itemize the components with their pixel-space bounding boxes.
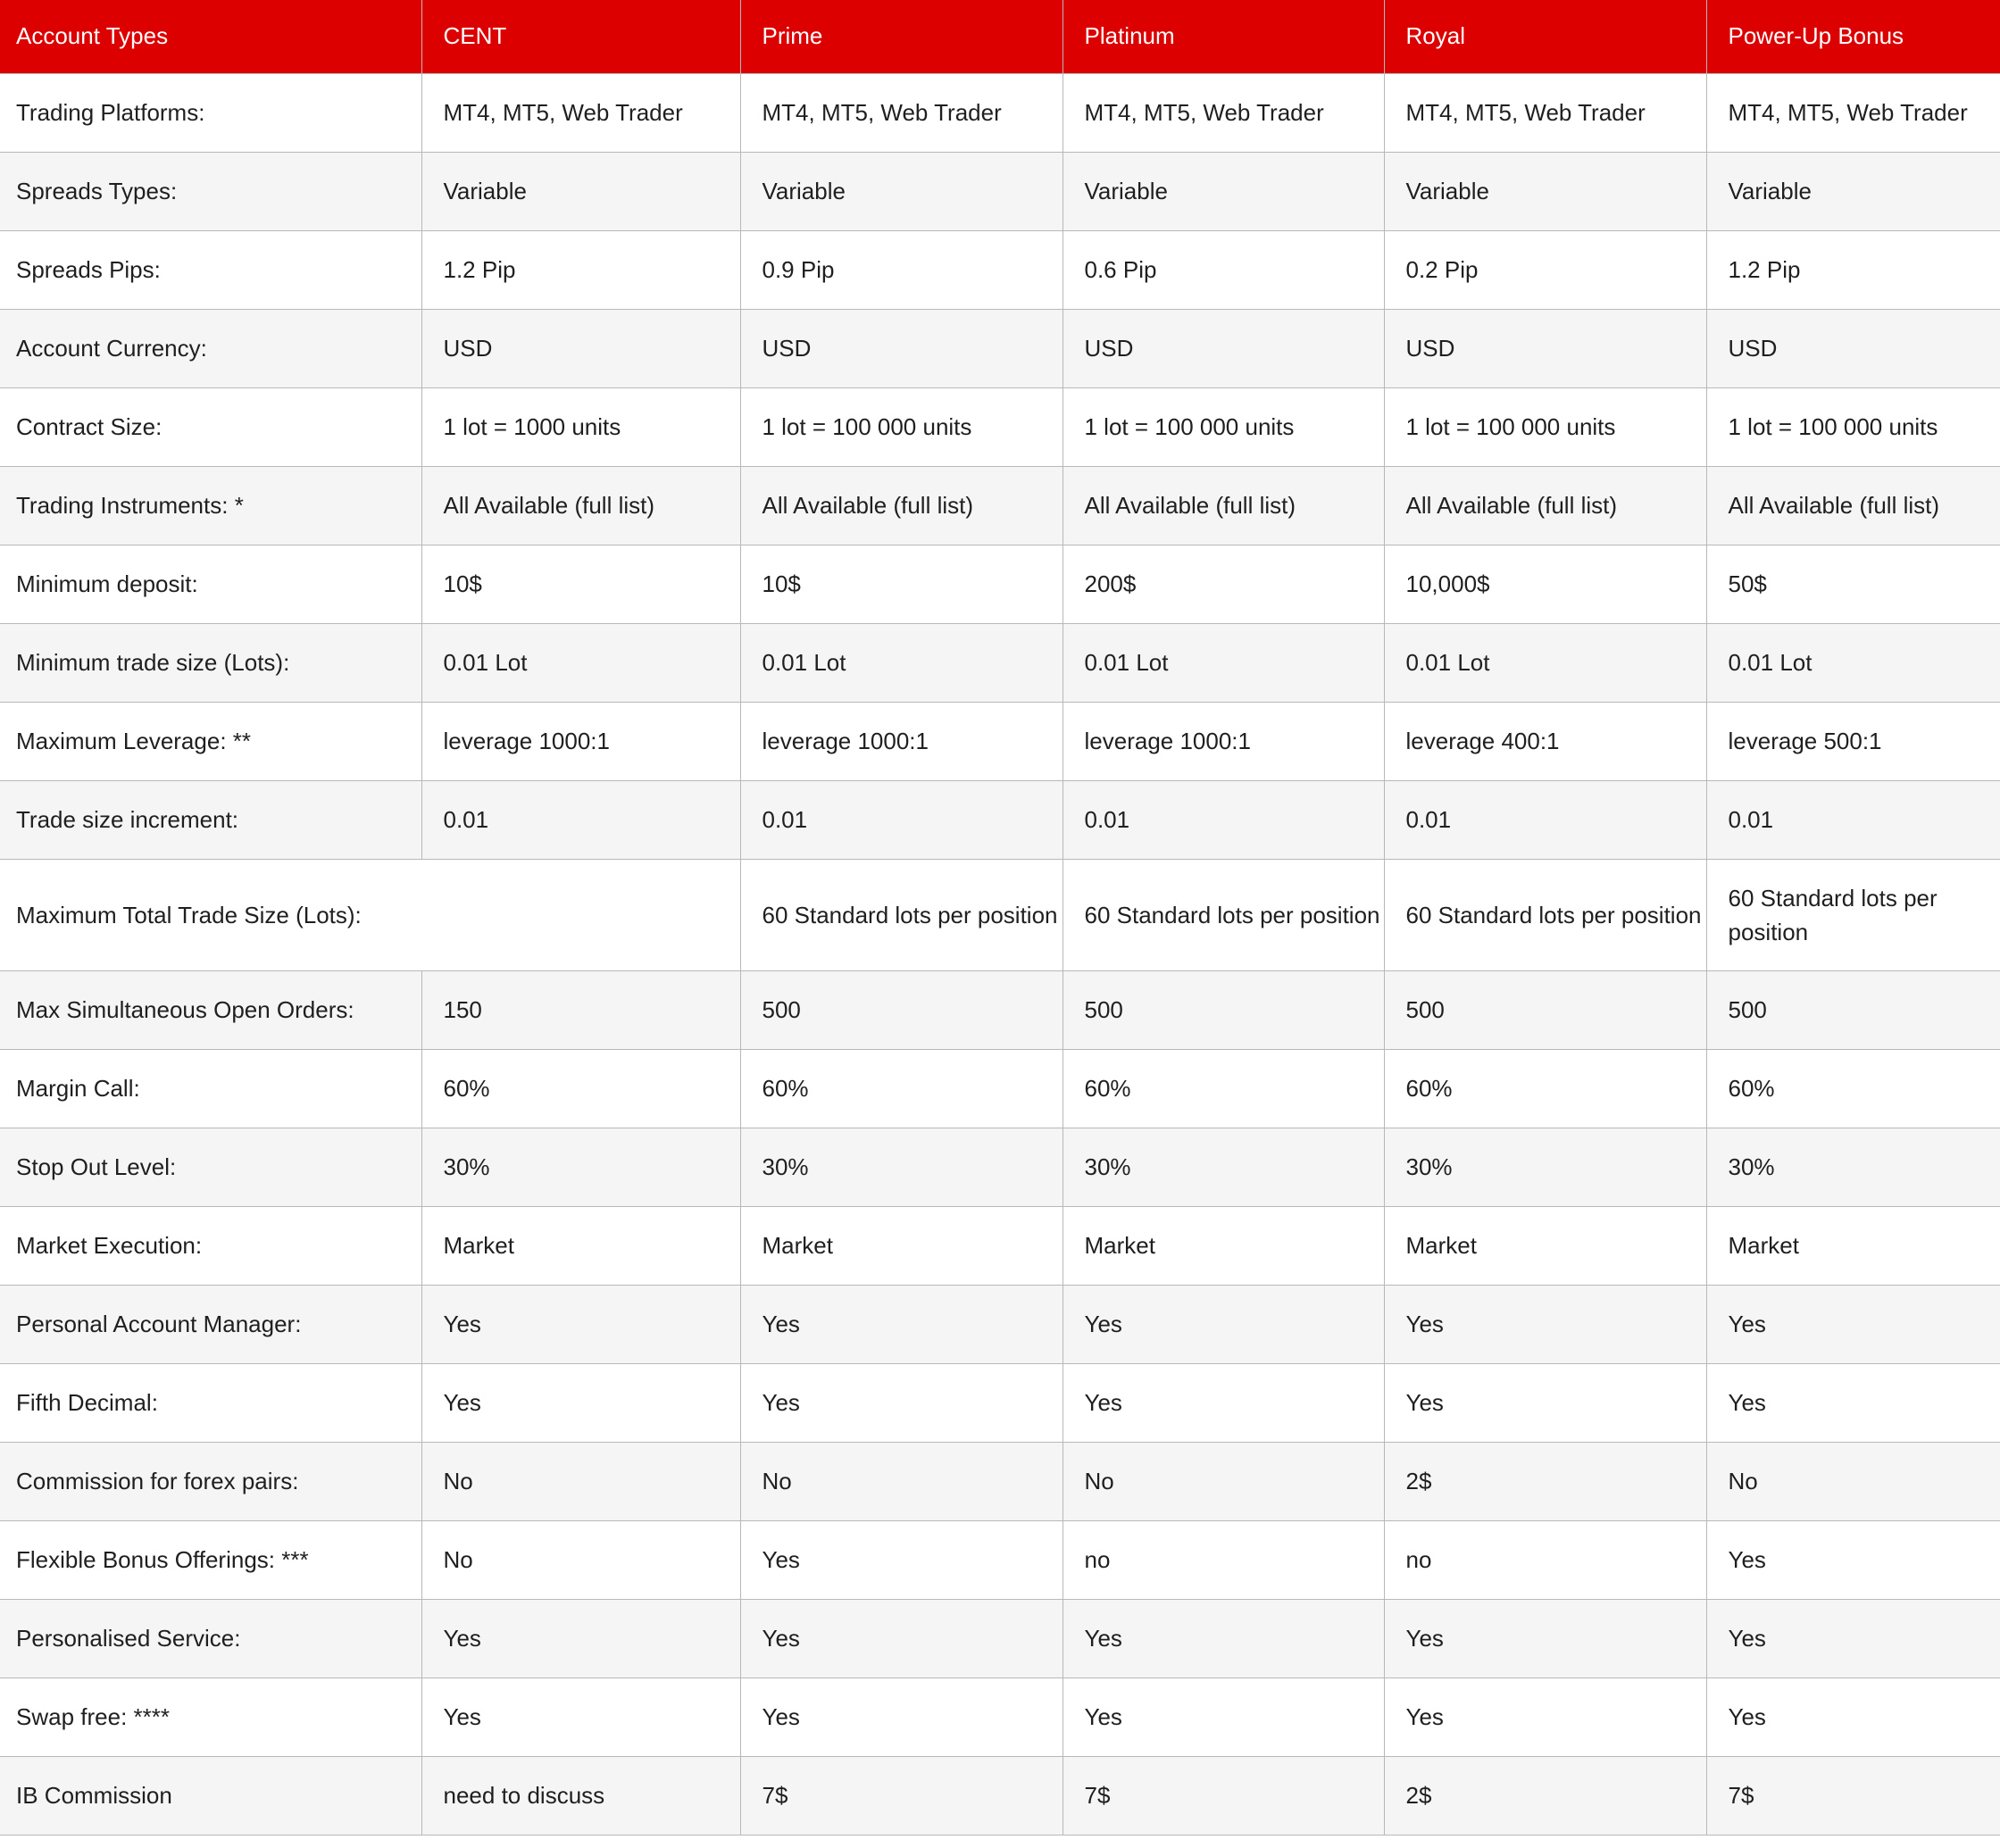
table-cell: Yes (1384, 1285, 1706, 1363)
table-cell: USD (1062, 309, 1384, 387)
row-label: Swap free: **** (0, 1677, 421, 1756)
table-cell: Yes (421, 1363, 740, 1442)
row-label: Fifth Decimal: (0, 1363, 421, 1442)
table-cell: 1.2 Pip (421, 230, 740, 309)
table-cell: 2$ (1384, 1442, 1706, 1520)
table-cell: No (1062, 1442, 1384, 1520)
table-cell: Yes (740, 1363, 1062, 1442)
table-cell: 30% (1706, 1128, 2000, 1206)
table-cell: 30% (421, 1128, 740, 1206)
table-cell: 30% (1062, 1128, 1384, 1206)
table-row (0, 1677, 2000, 1756)
table-cell: Yes (1062, 1677, 1384, 1756)
row-label: Flexible Bonus Offerings: *** (0, 1520, 421, 1599)
table-cell: MT4, MT5, Web Trader (421, 73, 740, 152)
table-cell: 150 (421, 970, 740, 1049)
header-platinum: Platinum (1062, 0, 1384, 73)
table-cell: 1 lot = 100 000 units (1706, 387, 2000, 466)
table-row (0, 1442, 2000, 1520)
table-cell: 0.01 (1062, 780, 1384, 859)
table-cell: Yes (1062, 1599, 1384, 1677)
table-row (0, 309, 2000, 387)
table-cell: leverage 1000:1 (740, 702, 1062, 780)
table-cell: 0.2 Pip (1384, 230, 1706, 309)
header-row (0, 0, 2000, 73)
table-cell: 10$ (740, 545, 1062, 623)
table-row (0, 970, 2000, 1049)
table-cell: 30% (1384, 1128, 1706, 1206)
table-cell: Yes (740, 1520, 1062, 1599)
table-row (0, 1285, 2000, 1363)
table-cell: Yes (740, 1285, 1062, 1363)
table-cell: Yes (1384, 1363, 1706, 1442)
table-cell: Market (1706, 1206, 2000, 1285)
table-cell: Yes (1706, 1599, 2000, 1677)
table-row (0, 230, 2000, 309)
row-label: Maximum Total Trade Size (Lots): (0, 859, 740, 970)
table-row (0, 780, 2000, 859)
table-row (0, 1206, 2000, 1285)
table-cell: All Available (full list) (421, 466, 740, 545)
table-cell: 0.01 Lot (1062, 623, 1384, 702)
table-cell: 0.01 (421, 780, 740, 859)
table-cell: Variable (1384, 152, 1706, 230)
table-cell: leverage 500:1 (1706, 702, 2000, 780)
table-cell: Yes (421, 1599, 740, 1677)
table-row (0, 623, 2000, 702)
table-cell: 0.01 Lot (1706, 623, 2000, 702)
header-royal: Royal (1384, 0, 1706, 73)
table-cell: USD (421, 309, 740, 387)
table-cell: 200$ (1062, 545, 1384, 623)
table-cell: USD (1706, 309, 2000, 387)
table-row (0, 1520, 2000, 1599)
table-cell: All Available (full list) (1706, 466, 2000, 545)
table-cell: 60% (421, 1049, 740, 1128)
table-cell: 7$ (1706, 1756, 2000, 1835)
row-label: Spreads Pips: (0, 230, 421, 309)
row-label: Trade size increment: (0, 780, 421, 859)
table-cell: Yes (421, 1285, 740, 1363)
row-label: Margin Call: (0, 1049, 421, 1128)
table-cell: Market (421, 1206, 740, 1285)
row-label: Maximum Leverage: ** (0, 702, 421, 780)
row-label: Max Simultaneous Open Orders: (0, 970, 421, 1049)
table-cell: All Available (full list) (1062, 466, 1384, 545)
table-cell: 0.01 (1384, 780, 1706, 859)
table-cell: USD (1384, 309, 1706, 387)
table-row (0, 1049, 2000, 1128)
table-cell: 0.9 Pip (740, 230, 1062, 309)
table-cell: Variable (1062, 152, 1384, 230)
table-cell: 500 (1706, 970, 2000, 1049)
table-cell: 2$ (1384, 1756, 1706, 1835)
table-cell: 50$ (1706, 545, 2000, 623)
table-cell: Yes (1706, 1677, 2000, 1756)
header-account-types: Account Types (0, 0, 421, 73)
table-cell: 0.6 Pip (1062, 230, 1384, 309)
row-label: Spreads Types: (0, 152, 421, 230)
table-cell: Market (1384, 1206, 1706, 1285)
table-cell: 60 Standard lots per position (740, 859, 1062, 970)
table-cell: 1 lot = 1000 units (421, 387, 740, 466)
table-cell: No (421, 1520, 740, 1599)
row-label: Personalised Service: (0, 1599, 421, 1677)
table-cell: 60 Standard lots per position (1706, 859, 2000, 970)
table-row (0, 1599, 2000, 1677)
table-cell: 500 (740, 970, 1062, 1049)
table-row (0, 1128, 2000, 1206)
table-row (0, 387, 2000, 466)
table-cell: Yes (1062, 1363, 1384, 1442)
table-cell: 1 lot = 100 000 units (1062, 387, 1384, 466)
table-cell: 1 lot = 100 000 units (1384, 387, 1706, 466)
table-cell: 60 Standard lots per position (1062, 859, 1384, 970)
table-cell: 60% (740, 1049, 1062, 1128)
table-cell: need to discuss (421, 1756, 740, 1835)
table-cell: Yes (1706, 1363, 2000, 1442)
table-cell: leverage 1000:1 (421, 702, 740, 780)
table-cell: Variable (421, 152, 740, 230)
table-cell: 0.01 Lot (421, 623, 740, 702)
table-row (0, 152, 2000, 230)
table-cell: Yes (421, 1677, 740, 1756)
table-cell: 500 (1062, 970, 1384, 1049)
table-cell: 60 Standard lots per position (1384, 859, 1706, 970)
table-cell: Yes (1062, 1285, 1384, 1363)
header-prime: Prime (740, 0, 1062, 73)
table-cell: leverage 1000:1 (1062, 702, 1384, 780)
row-label: Stop Out Level: (0, 1128, 421, 1206)
table-cell: All Available (full list) (1384, 466, 1706, 545)
table-cell: 7$ (1062, 1756, 1384, 1835)
row-label: Personal Account Manager: (0, 1285, 421, 1363)
table-cell: Market (740, 1206, 1062, 1285)
table-cell: no (1384, 1520, 1706, 1599)
table-cell: 10$ (421, 545, 740, 623)
table-row (0, 702, 2000, 780)
table-cell: no (1062, 1520, 1384, 1599)
table-cell: No (740, 1442, 1062, 1520)
table-cell: Variable (740, 152, 1062, 230)
table-row (0, 1756, 2000, 1835)
table-cell: Yes (740, 1599, 1062, 1677)
table-cell: 1 lot = 100 000 units (740, 387, 1062, 466)
table-cell: MT4, MT5, Web Trader (740, 73, 1062, 152)
table-cell: 1.2 Pip (1706, 230, 2000, 309)
row-label: Minimum trade size (Lots): (0, 623, 421, 702)
table-cell: Variable (1706, 152, 2000, 230)
table-cell: MT4, MT5, Web Trader (1706, 73, 2000, 152)
table-row (0, 73, 2000, 152)
table-cell: USD (740, 309, 1062, 387)
table-cell: 0.01 (740, 780, 1062, 859)
table-cell: 500 (1384, 970, 1706, 1049)
table-row (0, 466, 2000, 545)
table-cell: 0.01 Lot (740, 623, 1062, 702)
table-row (0, 1363, 2000, 1442)
table-cell: MT4, MT5, Web Trader (1384, 73, 1706, 152)
table-body (0, 73, 2000, 1835)
table-cell: All Available (full list) (740, 466, 1062, 545)
table-cell: No (1706, 1442, 2000, 1520)
table-cell: Yes (1706, 1285, 2000, 1363)
header-power-up-bonus: Power-Up Bonus (1706, 0, 2000, 73)
row-label: Market Execution: (0, 1206, 421, 1285)
table-cell: 10,000$ (1384, 545, 1706, 623)
table-cell: Yes (1706, 1520, 2000, 1599)
row-label: Trading Platforms: (0, 73, 421, 152)
table-cell: 0.01 Lot (1384, 623, 1706, 702)
table-cell: Yes (740, 1677, 1062, 1756)
table-cell: No (421, 1442, 740, 1520)
table-cell: leverage 400:1 (1384, 702, 1706, 780)
table-cell: MT4, MT5, Web Trader (1062, 73, 1384, 152)
table-cell: 60% (1062, 1049, 1384, 1128)
table-cell: Yes (1384, 1599, 1706, 1677)
table-cell: Market (1062, 1206, 1384, 1285)
table-cell: 60% (1384, 1049, 1706, 1128)
row-label: Minimum deposit: (0, 545, 421, 623)
table-row (0, 545, 2000, 623)
row-label: Commission for forex pairs: (0, 1442, 421, 1520)
row-label: IB Commission (0, 1756, 421, 1835)
row-label: Account Currency: (0, 309, 421, 387)
table-cell: Yes (1384, 1677, 1706, 1756)
table-cell: 7$ (740, 1756, 1062, 1835)
row-label: Contract Size: (0, 387, 421, 466)
table-header (0, 0, 2000, 73)
row-label: Trading Instruments: * (0, 466, 421, 545)
table-cell: 0.01 (1706, 780, 2000, 859)
table-row (0, 859, 2000, 970)
table-cell: 30% (740, 1128, 1062, 1206)
header-cent: CENT (421, 0, 740, 73)
table-cell: 60% (1706, 1049, 2000, 1128)
